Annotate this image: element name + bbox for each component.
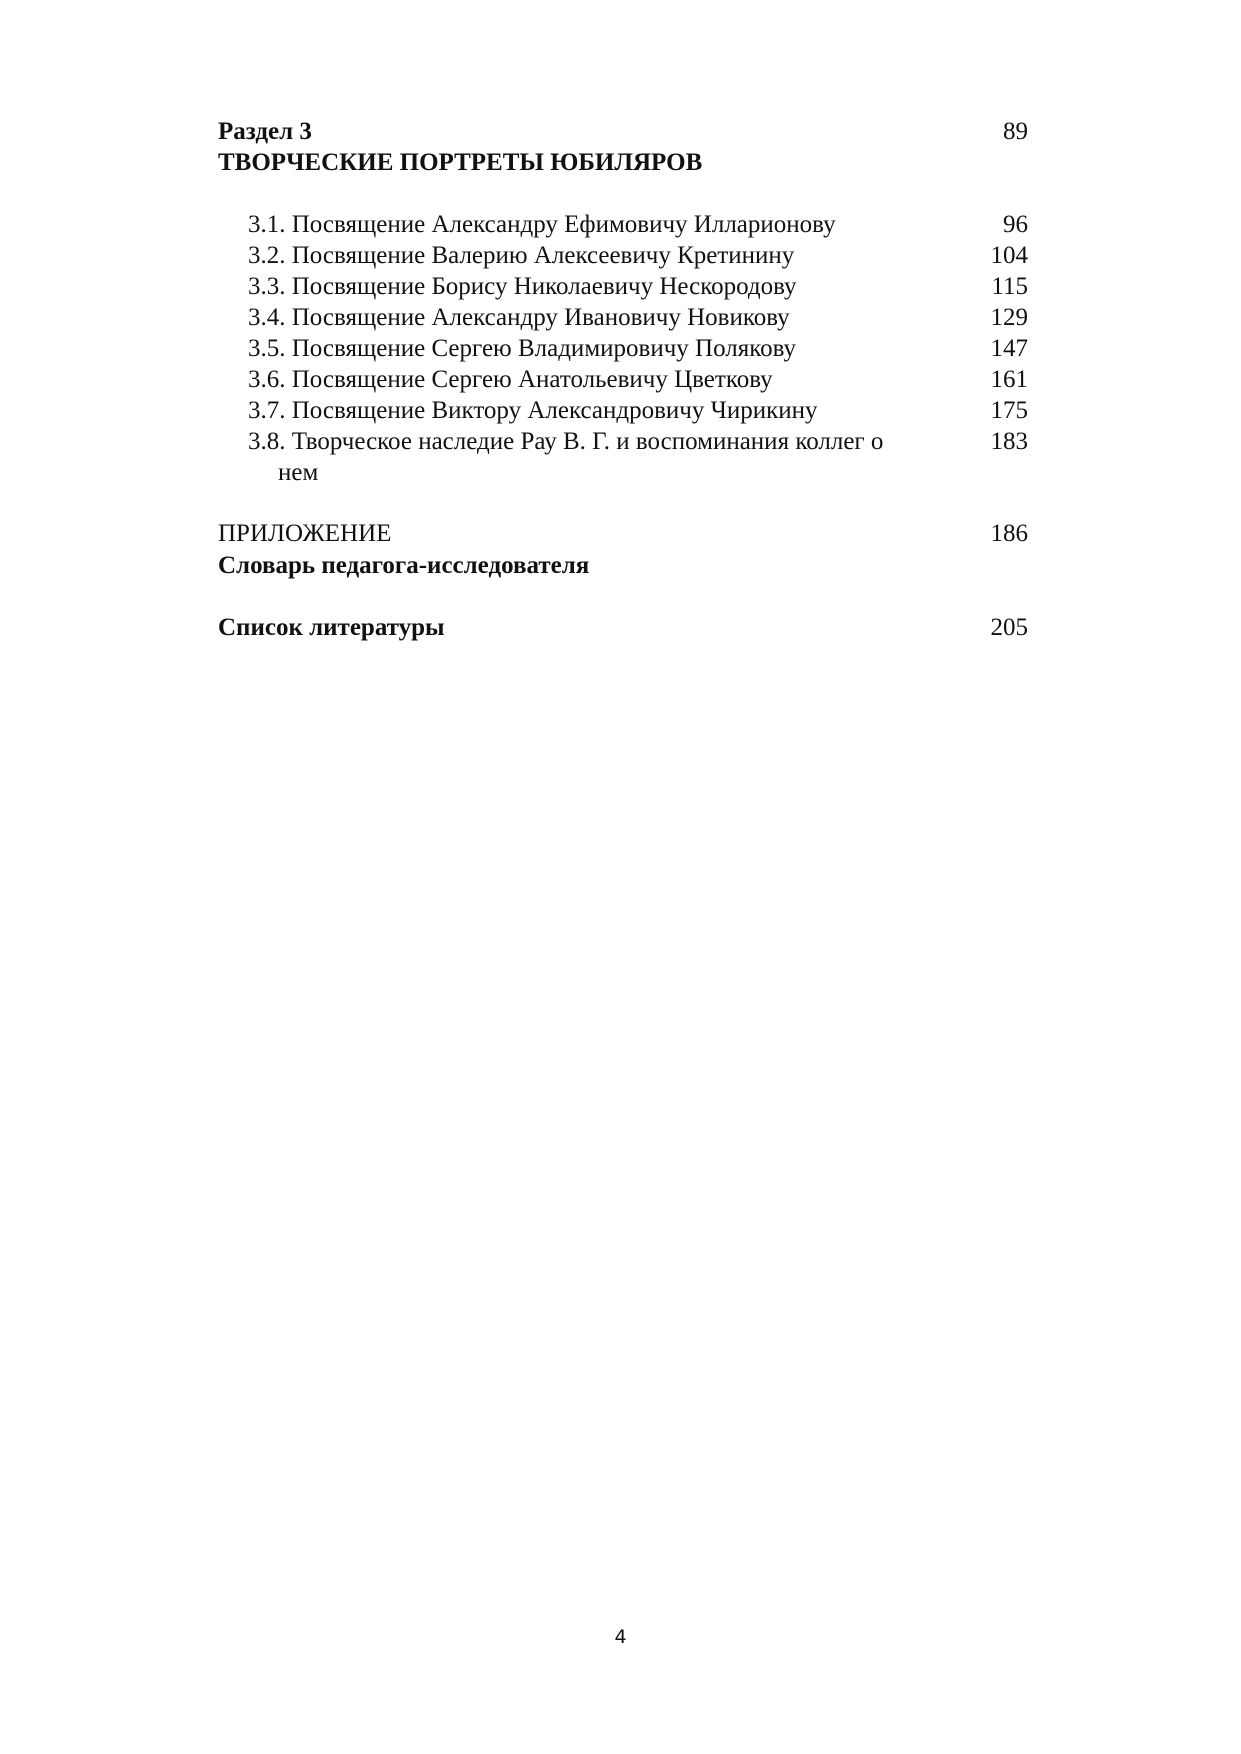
toc-entry-page: 129	[990, 304, 1028, 331]
page-number: 4	[614, 1626, 627, 1648]
appendix-heading-row	[218, 518, 1028, 549]
toc-entry-page: 96	[1003, 211, 1028, 238]
toc-entry	[218, 240, 1028, 271]
references-label: Список литературы	[218, 614, 445, 641]
toc-entry	[218, 395, 1028, 426]
toc-entry-text: 3.6. Посвящение Сергею Анатольевичу Цветкову	[248, 366, 773, 393]
toc-entry	[218, 333, 1028, 364]
section-page-number: 89	[1003, 118, 1028, 145]
appendix-label: ПРИЛОЖЕНИЕ	[218, 520, 392, 547]
toc-entry	[218, 209, 1028, 240]
toc-entry	[218, 364, 1028, 395]
toc-entry-text: 3.5. Посвящение Сергею Владимировичу Полякову	[248, 335, 797, 362]
toc-entry-page: 147	[990, 335, 1028, 362]
toc-entry-text: 3.4. Посвящение Александру Ивановичу Новикову	[248, 304, 790, 331]
toc-entry-text: 3.3. Посвящение Борису Николаевичу Нескородову	[248, 273, 797, 300]
toc-entry-text-continuation: нем	[278, 459, 319, 486]
toc-entry-text: 3.2. Посвящение Валерию Алексеевичу Кретинину	[248, 242, 795, 269]
table-of-contents	[218, 116, 1028, 643]
toc-entry-text: 3.7. Посвящение Виктору Александровичу Чирикину	[248, 397, 818, 424]
appendix-page-number: 186	[990, 520, 1028, 547]
section-label: Раздел 3	[218, 118, 312, 145]
toc-entry-page: 175	[990, 397, 1028, 424]
toc-entry	[218, 271, 1028, 302]
appendix-title: Словарь педагога-исследователя	[218, 552, 590, 579]
references-page-number: 205	[990, 614, 1028, 641]
section-title: ТВОРЧЕСКИЕ ПОРТРЕТЫ ЮБИЛЯРОВ	[218, 149, 703, 176]
toc-entry-page: 183	[990, 428, 1028, 455]
toc-entry-text: 3.1. Посвящение Александру Ефимовичу Илларионову	[248, 211, 836, 238]
toc-entry-page: 104	[990, 242, 1028, 269]
toc-entry-text: 3.8. Творческое наследие Рау В. Г. и воспоминания коллег о	[248, 428, 884, 455]
section-heading-row	[218, 116, 1028, 147]
toc-entry-page: 115	[991, 273, 1028, 300]
toc-entry-text-block	[218, 426, 968, 488]
references-row	[218, 612, 1028, 643]
toc-entry	[218, 302, 1028, 333]
toc-entry-page: 161	[990, 366, 1028, 393]
toc-entry-multiline	[218, 426, 1028, 488]
